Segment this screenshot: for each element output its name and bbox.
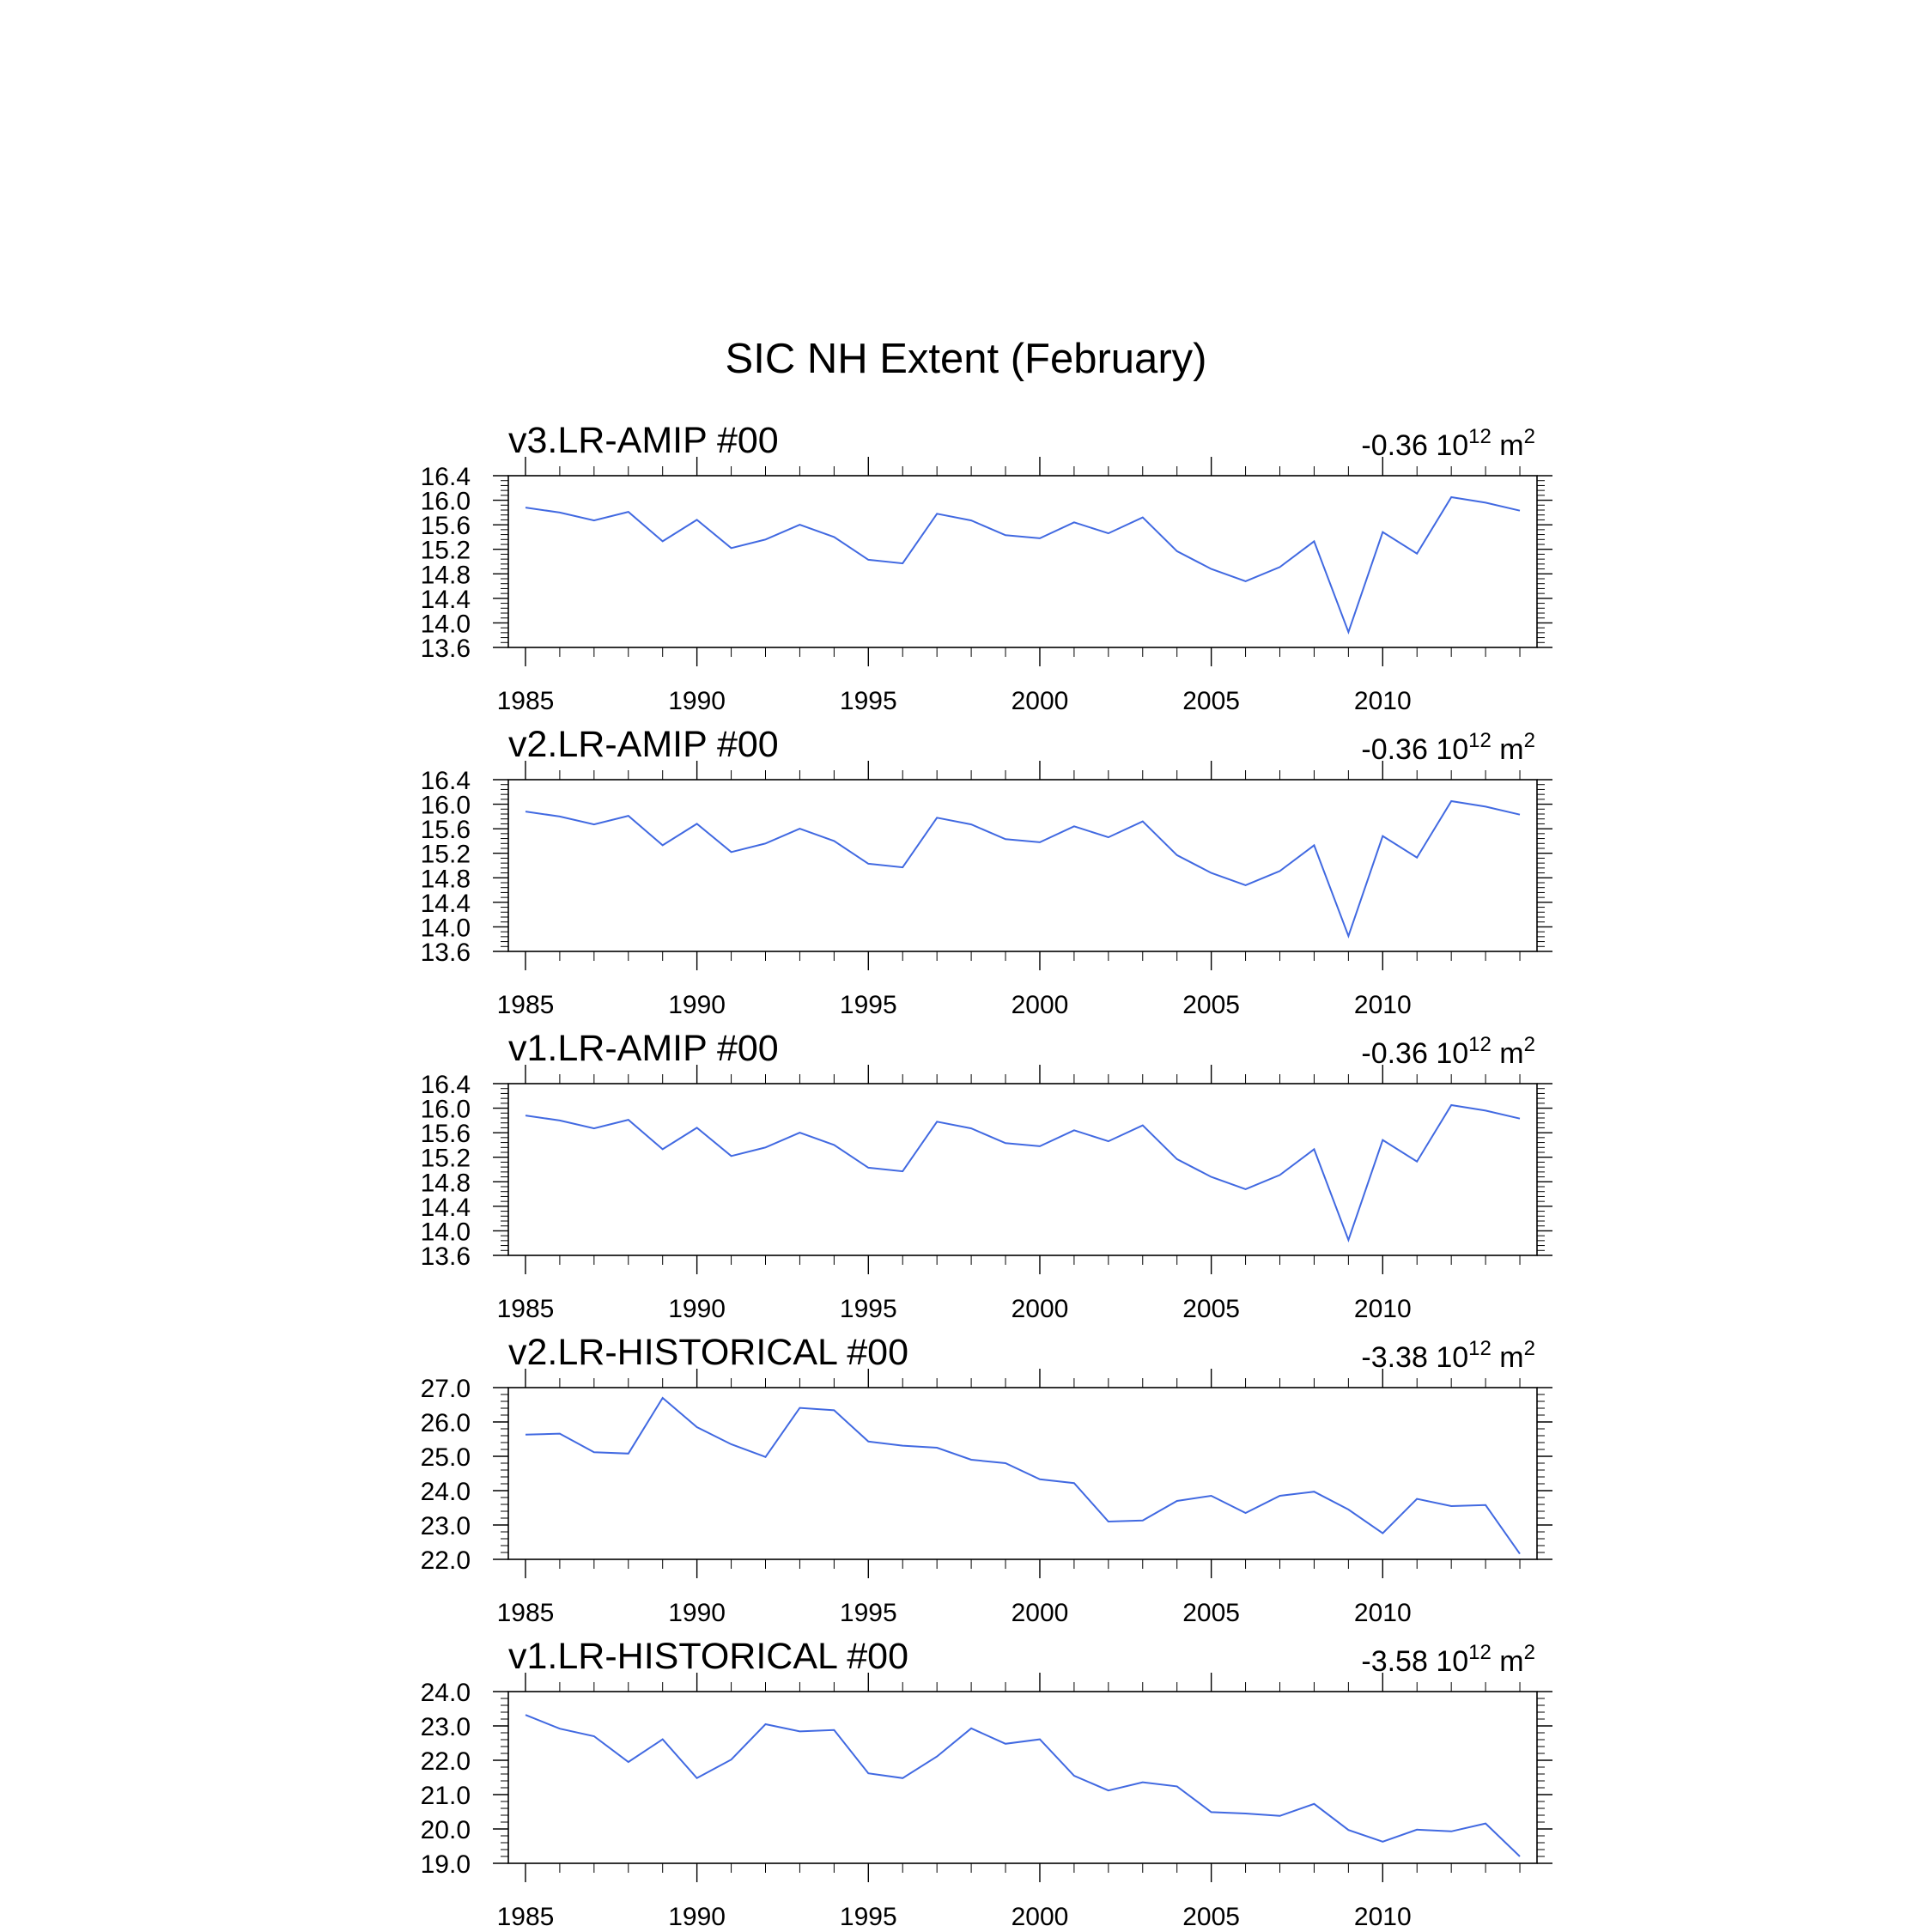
trend-unit-base: 10 — [1436, 1645, 1469, 1678]
data-point — [1142, 1520, 1144, 1522]
x-tick-label: 1995 — [839, 1903, 897, 1931]
data-point — [1245, 884, 1247, 886]
data-point — [867, 863, 869, 865]
x-tick-label: 1995 — [839, 1295, 897, 1323]
x-tick-label: 1985 — [496, 687, 555, 715]
data-point — [1279, 1815, 1281, 1817]
data-point — [1347, 935, 1349, 937]
x-tick-label: 1995 — [839, 687, 897, 715]
data-point — [936, 1447, 938, 1449]
y-tick-label: 25.0 — [420, 1443, 471, 1472]
data-point — [936, 1756, 938, 1758]
data-point — [1039, 1739, 1041, 1741]
panel-4 — [421, 1332, 1552, 1627]
trend-unit: m — [1491, 733, 1524, 766]
data-point — [765, 1146, 767, 1148]
x-tick-label: 2005 — [1182, 1903, 1241, 1931]
x-tick-label: 2010 — [1353, 1295, 1412, 1323]
y-tick-label: 14.8 — [420, 561, 471, 590]
data-point — [833, 1409, 835, 1411]
data-point — [1485, 1504, 1486, 1506]
data-point — [936, 817, 938, 818]
y-tick-label: 24.0 — [420, 1679, 471, 1707]
x-axis — [497, 1065, 1520, 1323]
data-point — [1416, 1829, 1418, 1831]
data-point — [1073, 1129, 1075, 1131]
trend-unit-power: 2 — [1523, 1033, 1535, 1056]
data-point — [765, 1456, 767, 1458]
data-point — [731, 1443, 732, 1445]
panels — [421, 420, 1552, 1931]
x-tick-label: 1985 — [496, 1903, 555, 1931]
data-point — [559, 1433, 561, 1435]
data-point — [970, 1127, 972, 1129]
data-point — [833, 1729, 835, 1731]
data-point — [1005, 1462, 1006, 1464]
data-point — [559, 512, 561, 513]
data-point — [696, 1127, 698, 1128]
data-point — [1519, 510, 1521, 512]
y-tick-label: 15.6 — [420, 816, 471, 845]
trend-label — [1361, 1641, 1535, 1678]
trend-unit-power: 2 — [1523, 1337, 1535, 1360]
trend-unit: m — [1491, 429, 1524, 462]
y-tick-label: 22.0 — [420, 1747, 471, 1776]
data-point — [1073, 1775, 1075, 1777]
series-line — [526, 801, 1520, 936]
x-tick-label: 2010 — [1353, 1903, 1412, 1931]
data-point — [731, 851, 732, 853]
y-axis — [421, 767, 1552, 967]
data-point — [765, 1723, 767, 1725]
data-point — [936, 513, 938, 514]
x-tick-label: 2000 — [1011, 1295, 1069, 1323]
data-point — [662, 540, 664, 542]
data-point — [1108, 1140, 1109, 1142]
data-point — [1347, 1239, 1349, 1241]
x-tick-label: 1990 — [668, 1903, 726, 1931]
data-point — [731, 547, 732, 549]
data-point — [1382, 1841, 1383, 1843]
y-axis — [421, 1679, 1552, 1879]
data-point — [628, 1119, 629, 1121]
data-point — [1519, 1856, 1521, 1857]
x-tick-label: 2005 — [1182, 687, 1241, 715]
data-point — [1485, 805, 1486, 807]
data-point — [593, 1127, 595, 1129]
series-points — [525, 1397, 1521, 1555]
y-axis — [421, 463, 1552, 663]
data-point — [1313, 1803, 1315, 1805]
trend-unit-power: 2 — [1523, 1641, 1535, 1664]
data-point — [1073, 1482, 1075, 1484]
y-tick-label: 13.6 — [420, 939, 471, 967]
data-point — [970, 1459, 972, 1461]
x-tick-label: 1985 — [496, 1295, 555, 1323]
data-point — [696, 1777, 698, 1779]
data-point — [1279, 870, 1281, 872]
data-point — [1211, 872, 1212, 874]
y-tick-label: 14.0 — [420, 610, 471, 639]
data-point — [628, 1761, 629, 1763]
data-point — [1382, 1139, 1383, 1141]
y-tick-label: 14.0 — [420, 1218, 471, 1247]
y-tick-label: 15.2 — [420, 1144, 471, 1173]
y-tick-label: 14.0 — [420, 914, 471, 943]
series-line — [526, 497, 1520, 632]
trend-unit-exponent: 12 — [1468, 1033, 1492, 1056]
x-tick-label: 1990 — [668, 687, 726, 715]
panel-1 — [421, 420, 1552, 715]
data-point — [731, 1759, 732, 1760]
data-point — [593, 519, 595, 521]
y-tick-label: 16.0 — [420, 791, 471, 820]
y-tick-label: 14.8 — [420, 865, 471, 894]
panel-title: v1.LR-HISTORICAL #00 — [508, 1636, 909, 1677]
data-point — [731, 1155, 732, 1157]
data-point — [799, 1730, 800, 1732]
trend-unit-power: 2 — [1523, 729, 1535, 752]
x-axis — [497, 457, 1520, 715]
y-tick-label: 21.0 — [420, 1782, 471, 1810]
data-point — [1450, 1104, 1452, 1106]
data-point — [696, 519, 698, 520]
trend-unit-base: 10 — [1436, 1341, 1469, 1374]
data-point — [936, 1121, 938, 1122]
trend-value: -0.36 — [1361, 429, 1437, 462]
data-point — [1313, 540, 1315, 542]
trend-unit: m — [1491, 1341, 1524, 1374]
data-point — [1039, 538, 1041, 539]
data-point — [593, 1735, 595, 1737]
x-tick-label: 2000 — [1011, 1903, 1069, 1931]
data-point — [1382, 835, 1383, 837]
trend-label — [1361, 425, 1535, 462]
data-point — [559, 1728, 561, 1729]
data-point — [1176, 854, 1178, 856]
data-point — [1245, 1188, 1247, 1190]
y-tick-label: 15.2 — [420, 536, 471, 565]
data-point — [970, 1728, 972, 1729]
y-tick-label: 16.4 — [420, 1071, 471, 1099]
data-point — [867, 559, 869, 561]
y-tick-label: 16.0 — [420, 487, 471, 516]
y-tick-label: 23.0 — [420, 1713, 471, 1741]
data-point — [867, 1167, 869, 1169]
trend-unit-base: 10 — [1436, 429, 1469, 462]
data-point — [1176, 1785, 1178, 1787]
x-tick-label: 1995 — [839, 991, 897, 1019]
data-point — [1039, 1479, 1041, 1480]
y-tick-label: 15.2 — [420, 840, 471, 869]
data-point — [525, 811, 526, 812]
x-tick-label: 2005 — [1182, 1295, 1241, 1323]
data-point — [1450, 496, 1452, 498]
x-tick-label: 1995 — [839, 1599, 897, 1627]
y-tick-label: 14.4 — [420, 1193, 471, 1222]
data-point — [1279, 1174, 1281, 1176]
y-tick-label: 16.4 — [420, 463, 471, 491]
figure-title: SIC NH Extent (February) — [725, 336, 1207, 382]
y-tick-label: 14.4 — [420, 889, 471, 918]
data-point — [1142, 1782, 1144, 1783]
data-point — [1347, 1509, 1349, 1510]
data-point — [1416, 1498, 1418, 1500]
y-tick-label: 24.0 — [420, 1478, 471, 1506]
x-tick-label: 2010 — [1353, 687, 1412, 715]
data-point — [1211, 568, 1212, 570]
data-point — [1279, 1495, 1281, 1497]
data-point — [1313, 1491, 1315, 1492]
x-axis — [497, 1369, 1520, 1627]
data-point — [525, 507, 526, 508]
data-point — [1073, 521, 1075, 523]
y-tick-label: 15.6 — [420, 512, 471, 541]
data-point — [1211, 1176, 1212, 1178]
panel-title: v3.LR-AMIP #00 — [508, 420, 779, 461]
y-tick-label: 26.0 — [420, 1409, 471, 1437]
data-point — [1211, 1811, 1212, 1813]
panel-title: v2.LR-HISTORICAL #00 — [508, 1332, 909, 1373]
data-point — [1005, 1142, 1006, 1144]
trend-value: -0.36 — [1361, 1037, 1437, 1070]
x-tick-label: 1985 — [496, 991, 555, 1019]
x-tick-label: 2010 — [1353, 991, 1412, 1019]
y-tick-label: 16.0 — [420, 1095, 471, 1124]
plot-frame — [508, 476, 1537, 647]
trend-unit-base: 10 — [1436, 1037, 1469, 1070]
data-point — [1485, 501, 1486, 503]
y-tick-label: 27.0 — [420, 1375, 471, 1403]
y-tick-label: 19.0 — [420, 1850, 471, 1879]
trend-label — [1361, 1337, 1535, 1374]
data-point — [799, 1132, 800, 1133]
data-point — [1176, 1158, 1178, 1160]
y-axis — [421, 1071, 1552, 1271]
trend-unit-exponent: 12 — [1468, 1337, 1492, 1360]
panel-2 — [421, 724, 1552, 1019]
x-axis — [497, 761, 1520, 1019]
data-point — [628, 1453, 629, 1455]
data-point — [902, 1445, 903, 1447]
y-tick-label: 20.0 — [420, 1816, 471, 1844]
series-line — [526, 1715, 1520, 1856]
y-tick-label: 14.4 — [420, 585, 471, 614]
data-point — [833, 1144, 835, 1145]
panel-5 — [421, 1636, 1552, 1931]
data-point — [1382, 1533, 1383, 1534]
data-point — [1005, 534, 1006, 536]
data-point — [799, 524, 800, 526]
x-tick-label: 1990 — [668, 991, 726, 1019]
y-tick-label: 15.6 — [420, 1120, 471, 1149]
data-point — [1313, 844, 1315, 846]
x-tick-label: 2005 — [1182, 991, 1241, 1019]
data-point — [799, 828, 800, 829]
trend-unit: m — [1491, 1645, 1524, 1678]
data-point — [765, 842, 767, 844]
data-point — [1108, 1521, 1109, 1522]
data-point — [1176, 1500, 1178, 1502]
data-point — [970, 823, 972, 825]
data-point — [1245, 580, 1247, 582]
data-point — [662, 1148, 664, 1150]
data-point — [1245, 1512, 1247, 1514]
x-tick-label: 2000 — [1011, 991, 1069, 1019]
trend-value: -3.58 — [1361, 1645, 1437, 1678]
data-point — [593, 823, 595, 825]
x-tick-label: 1990 — [668, 1295, 726, 1323]
data-point — [1519, 1553, 1521, 1555]
data-point — [1176, 550, 1178, 552]
trend-unit-exponent: 12 — [1468, 729, 1492, 752]
data-point — [1347, 631, 1349, 633]
data-point — [1485, 1823, 1486, 1825]
data-point — [525, 1434, 526, 1436]
data-point — [1005, 1743, 1006, 1745]
data-point — [799, 1407, 800, 1409]
data-point — [902, 562, 903, 564]
trend-unit: m — [1491, 1037, 1524, 1070]
data-point — [902, 866, 903, 868]
data-point — [1142, 517, 1144, 519]
data-point — [662, 1739, 664, 1741]
data-point — [1416, 553, 1418, 555]
data-point — [662, 1397, 664, 1399]
y-tick-label: 13.6 — [420, 635, 471, 663]
y-tick-label: 16.4 — [420, 767, 471, 795]
data-point — [1142, 1125, 1144, 1127]
data-point — [1450, 800, 1452, 802]
data-point — [1073, 825, 1075, 827]
data-point — [1279, 566, 1281, 568]
panel-title: v2.LR-AMIP #00 — [508, 724, 779, 765]
y-tick-label: 13.6 — [420, 1242, 471, 1271]
plot-frame — [508, 1084, 1537, 1255]
data-point — [1450, 1831, 1452, 1832]
data-point — [696, 823, 698, 824]
y-tick-label: 23.0 — [420, 1512, 471, 1540]
data-point — [525, 1714, 526, 1716]
data-point — [1108, 532, 1109, 534]
trend-value: -3.38 — [1361, 1341, 1437, 1374]
data-point — [867, 1441, 869, 1443]
x-axis — [497, 1673, 1520, 1931]
series-line — [526, 1398, 1520, 1554]
panel-3 — [421, 1028, 1552, 1323]
data-point — [628, 511, 629, 513]
data-point — [1211, 1495, 1212, 1497]
plot-frame — [508, 780, 1537, 951]
y-tick-label: 22.0 — [420, 1546, 471, 1575]
data-point — [593, 1451, 595, 1453]
data-point — [902, 1170, 903, 1172]
trend-unit-exponent: 12 — [1468, 425, 1492, 448]
data-point — [662, 844, 664, 846]
series-points — [525, 1714, 1521, 1857]
x-tick-label: 1990 — [668, 1599, 726, 1627]
trend-label — [1361, 1033, 1535, 1070]
data-point — [833, 536, 835, 538]
y-axis — [421, 1375, 1552, 1575]
data-point — [1347, 1829, 1349, 1831]
data-point — [1416, 1161, 1418, 1163]
data-point — [970, 519, 972, 521]
y-tick-label: 14.8 — [420, 1169, 471, 1198]
x-tick-label: 2000 — [1011, 687, 1069, 715]
series-line — [526, 1105, 1520, 1240]
data-point — [1039, 841, 1041, 843]
data-point — [696, 1426, 698, 1428]
data-point — [628, 815, 629, 817]
data-point — [867, 1772, 869, 1774]
trend-label — [1361, 729, 1535, 766]
data-point — [1245, 1813, 1247, 1814]
data-point — [833, 840, 835, 841]
data-point — [1005, 838, 1006, 840]
data-point — [559, 1120, 561, 1121]
data-point — [1108, 1789, 1109, 1791]
data-point — [559, 816, 561, 817]
data-point — [1416, 857, 1418, 859]
data-point — [1039, 1145, 1041, 1147]
data-point — [1485, 1109, 1486, 1111]
data-point — [765, 538, 767, 540]
x-tick-label: 2005 — [1182, 1599, 1241, 1627]
trend-unit-base: 10 — [1436, 733, 1469, 766]
x-tick-label: 2010 — [1353, 1599, 1412, 1627]
trend-value: -0.36 — [1361, 733, 1437, 766]
data-point — [525, 1115, 526, 1116]
panel-title: v1.LR-AMIP #00 — [508, 1028, 779, 1069]
trend-unit-exponent: 12 — [1468, 1641, 1492, 1664]
data-point — [1519, 814, 1521, 816]
data-point — [902, 1777, 903, 1779]
data-point — [1519, 1118, 1521, 1120]
data-point — [1382, 532, 1383, 533]
data-point — [1108, 836, 1109, 838]
trend-unit-power: 2 — [1523, 425, 1535, 448]
data-point — [1313, 1148, 1315, 1150]
x-tick-label: 1985 — [496, 1599, 555, 1627]
plot-frame — [508, 1692, 1537, 1863]
data-point — [1450, 1505, 1452, 1507]
x-tick-label: 2000 — [1011, 1599, 1069, 1627]
data-point — [1142, 821, 1144, 823]
